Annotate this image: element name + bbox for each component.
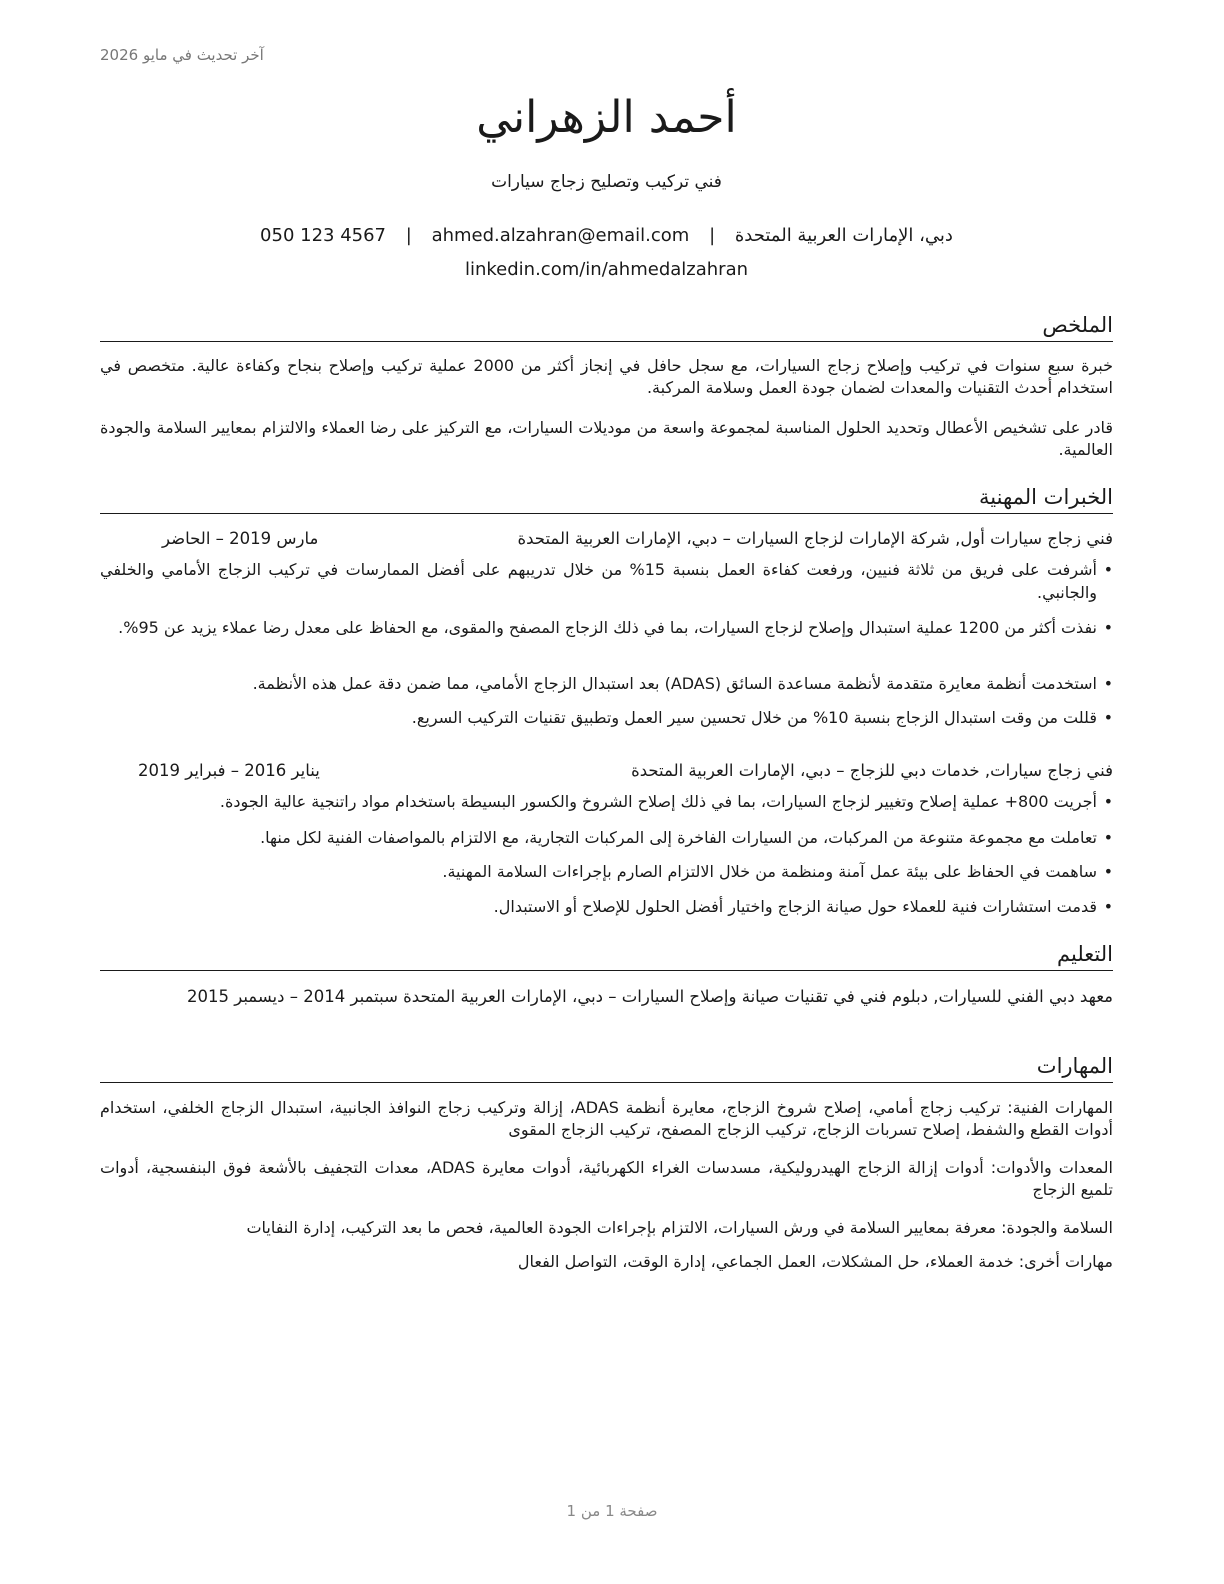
job-header [100, 527, 1113, 551]
contact-separator: | [405, 225, 412, 246]
skills-heading: المهارات [100, 1051, 1113, 1083]
job-bullet: • أجريت 800+ عملية إصلاح وتغيير لزجاج السيارات، بما في ذلك إصلاح الشروخ والكسور البسيطة باستخدام مواد راتنجية عالية الجودة. [100, 790, 1113, 813]
job-bullet: • أشرفت على فريق من ثلاثة فنيين، ورفعت كفاءة العمل بنسبة 15% من خلال تدريبهم على أفضل الممارسات في تركيب الزجاج الأمامي والخلفي والجانبي. [100, 558, 1113, 604]
job-bullet: • ساهمت في الحفاظ على بيئة عمل آمنة ومنظمة من خلال الالتزام الصارم بإجراءات السلامة المهنية. [100, 860, 1113, 883]
job-title: فني زجاج سيارات, خدمات دبي للزجاج – دبي، الإمارات العربية المتحدة [631, 761, 1113, 780]
candidate-name: أحمد الزهراني [476, 92, 737, 143]
phone-number: 050 123 4567 [260, 225, 387, 246]
resume-page [100, 0, 1113, 1584]
summary-heading: الملخص [100, 310, 1113, 342]
location: دبي، الإمارات العربية المتحدة [734, 225, 953, 246]
job-bullet: • نفذت أكثر من 1200 عملية استبدال وإصلاح لزجاج السيارات، بما في ذلك الزجاج المصفح والمقوى، مع الحفاظ على معدل رضا عملاء يزيد عن 95%. [100, 616, 1113, 639]
summary-paragraph: قادر على تشخيص الأعطال وتحديد الحلول المناسبة لمجموعة واسعة من موديلات السيارات، مع التركيز على رضا العملاء والالتزام بمعايير السلامة والجودة العالمية. [100, 418, 1113, 459]
job-title: فني زجاج سيارات أول, شركة الإمارات لزجاج السيارات – دبي، الإمارات العربية المتحدة [517, 529, 1113, 548]
skills-item: المهارات الفنية: تركيب زجاج أمامي، إصلاح شروخ الزجاج، معايرة أنظمة ADAS، إزالة وتركيب زجاج النوافذ الجانبية، استبدال الزجاج الخلفي، استخدام أدوات القطع والشفط، إصلاح تسربات الزجاج، تركيب الزجاج المصفح، تركيب الزجاج المقوى [100, 1098, 1113, 1139]
job-dates: مارس 2019 – الحاضر [162, 529, 319, 548]
last-updated: آخر تحديث في مايو 2026 [100, 46, 264, 64]
skills-item: المعدات والأدوات: أدوات إزالة الزجاج الهيدروليكية، مسدسات الغراء الكهربائية، أدوات معايرة ADAS، معدات التجفيف بالأشعة فوق البنفسجية، أدوات تلميع الزجاج [100, 1158, 1113, 1199]
candidate-headline: فني تركيب وتصليح زجاج سيارات [491, 172, 722, 192]
education-heading: التعليم [100, 939, 1113, 971]
education-entry: معهد دبي الفني للسيارات, دبلوم فني في تقنيات صيانة وإصلاح السيارات – دبي، الإمارات العربية المتحدة سبتمبر 2014 – ديسمبر 2015 [186, 987, 1113, 1006]
experience-heading: الخبرات المهنية [100, 482, 1113, 514]
page-number: صفحة 1 من 1 [566, 1502, 658, 1520]
contact-line [100, 222, 1113, 250]
linkedin-link[interactable]: linkedin.com/in/ahmedalzahran [464, 259, 749, 280]
contact-separator: | [709, 225, 716, 246]
job-bullet: • قدمت استشارات فنية للعملاء حول صيانة الزجاج واختيار أفضل الحلول للإصلاح أو الاستبدال. [100, 895, 1113, 918]
email-link[interactable]: ahmed.alzahran@email.com [431, 225, 690, 246]
job-dates: يناير 2016 – فبراير 2019 [138, 761, 320, 780]
skills-item: السلامة والجودة: معرفة بمعايير السلامة في ورش السيارات، الالتزام بإجراءات الجودة العالمية، فحص ما بعد التركيب، إدارة النفايات [246, 1218, 1113, 1237]
summary-paragraph: خبرة سبع سنوات في تركيب وإصلاح زجاج السيارات، مع سجل حافل في إنجاز أكثر من 2000 عملية تركيب وإصلاح بنجاح وكفاءة عالية. متخصص في استخدام أحدث التقنيات والمعدات لضمان جودة العمل وسلامة المركبة. [100, 356, 1114, 397]
job-bullet: • قللت من وقت استبدال الزجاج بنسبة 10% من خلال تحسين سير العمل وتطبيق تقنيات التركيب السريع. [100, 706, 1113, 729]
job-bullet: • تعاملت مع مجموعة متنوعة من المركبات، من السيارات الفاخرة إلى المركبات التجارية، مع الالتزام بالمواصفات الفنية لكل منها. [100, 826, 1113, 849]
job-bullet: • استخدمت أنظمة معايرة متقدمة لأنظمة مساعدة السائق (ADAS) بعد استبدال الزجاج الأمامي، مما ضمن دقة عمل هذه الأنظمة. [100, 672, 1113, 695]
skills-item: مهارات أخرى: خدمة العملاء، حل المشكلات، العمل الجماعي، إدارة الوقت، التواصل الفعال [517, 1252, 1113, 1271]
job-header [100, 759, 1113, 783]
